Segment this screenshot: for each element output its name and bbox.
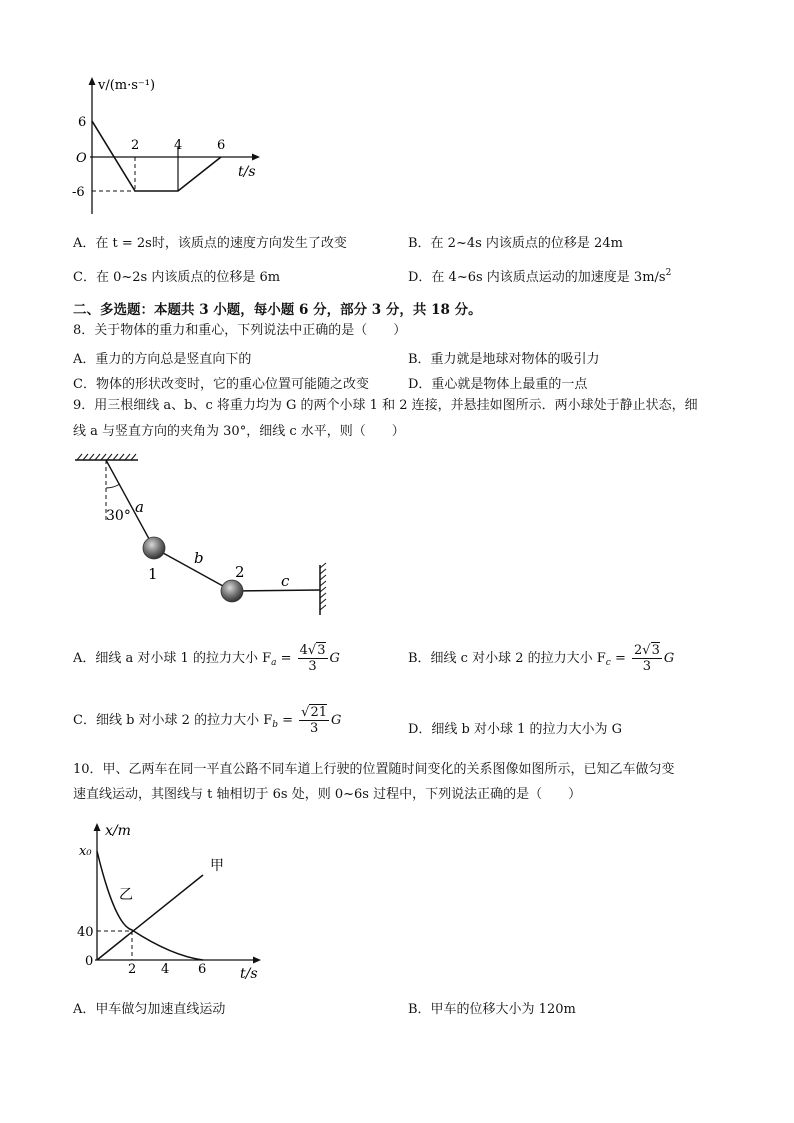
q7-option-a[interactable]: A．在 t = 2s时，该质点的速度方向发生了改变 bbox=[73, 236, 347, 251]
section-title: 二、多选题：本题共 3 小题，每小题 6 分，部分 3 分，共 18 分。 bbox=[73, 302, 482, 318]
q7-option-c[interactable]: C．在 0~2s 内该质点的位移是 6m bbox=[73, 270, 281, 285]
q8-stem: 8．关于物体的重力和重心，下列说法中正确的是（ ） bbox=[73, 323, 407, 338]
tick-x-4: 4 bbox=[174, 138, 183, 153]
q9-stem-line2: 线 a 与竖直方向的夹角为 30°，细线 c 水平，则（ ） bbox=[73, 424, 405, 439]
string-a-label: a bbox=[135, 498, 144, 516]
tick-t-2: 2 bbox=[128, 962, 137, 977]
q9-option-c[interactable]: C．细线 b 对小球 2 的拉力大小 $F_b$ = $\frac{√21}{3}$ G bbox=[73, 705, 342, 736]
ball-2 bbox=[221, 580, 243, 602]
q8-option-a[interactable]: A．重力的方向总是竖直向下的 bbox=[73, 352, 252, 367]
q9-option-d[interactable]: D．细线 b 对小球 1 的拉力大小为 G bbox=[408, 722, 623, 737]
q9-option-b[interactable]: B．细线 c 对小球 2 的拉力大小 $F_c$ = $\frac{2√3}{3}$ G bbox=[408, 643, 675, 674]
q9-stem-line1: 9．用三根细线 a、b、c 将重力均为 G 的两个小球 1 和 2 连接，并悬挂如图所示．两小球处于静止状态，细 bbox=[73, 398, 698, 413]
q10-option-b[interactable]: B．甲车的位移大小为 120m bbox=[408, 1002, 576, 1017]
hanging-balls-figure bbox=[70, 450, 340, 620]
tick-y-neg6: -6 bbox=[72, 185, 85, 200]
q9-option-a[interactable]: A．细线 a 对小球 1 的拉力大小 $F_a$ = $\frac{4√3}{3}$ G bbox=[73, 643, 340, 674]
angle-label: 30° bbox=[106, 508, 131, 524]
x0-label: x₀ bbox=[79, 844, 92, 859]
q10-stem-line1: 10．甲、乙两车在同一平直公路不同车道上行驶的位置随时间变化的关系图像如图所示，已知乙车做匀变 bbox=[73, 762, 675, 777]
ball-2-label: 2 bbox=[235, 563, 245, 581]
q8-option-d[interactable]: D．重心就是物体上最重的一点 bbox=[408, 377, 588, 392]
q8-option-c[interactable]: C．物体的形状改变时，它的重心位置可能随之改变 bbox=[73, 377, 369, 392]
line-jia bbox=[97, 875, 203, 960]
x-axis-label: x/m bbox=[105, 823, 131, 839]
t-axis-label: t/s bbox=[238, 164, 256, 180]
q10-stem-line2: 速直线运动，其图线与 t 轴相切于 6s 处，则 0~6s 过程中，下列说法正确的是（ ） bbox=[73, 787, 582, 802]
velocity-line bbox=[92, 121, 221, 191]
q10-option-a[interactable]: A．甲车做匀加速直线运动 bbox=[73, 1002, 226, 1017]
q7-option-d[interactable]: D．在 4~6s 内该质点运动的加速度是 $3m/s^2$ bbox=[408, 268, 672, 285]
tick-t-4: 4 bbox=[161, 962, 170, 977]
v-axis-label: v/(m·s⁻¹) bbox=[98, 78, 156, 93]
string-b-label: b bbox=[194, 549, 204, 567]
curve-yi bbox=[97, 851, 203, 960]
origin-label: O bbox=[76, 151, 87, 166]
tick-x-2: 2 bbox=[131, 138, 140, 153]
label-yi: 乙 bbox=[119, 887, 133, 903]
velocity-time-graph bbox=[70, 74, 270, 219]
string-c-label: c bbox=[281, 572, 290, 590]
q7-option-b[interactable]: B．在 2~4s 内该质点的位移是 24m bbox=[408, 236, 623, 251]
position-time-graph bbox=[75, 815, 275, 980]
t-axis-label-2: t/s bbox=[240, 966, 258, 980]
tick-t-6: 6 bbox=[198, 962, 207, 977]
ball-1 bbox=[143, 537, 165, 559]
label-jia: 甲 bbox=[210, 858, 224, 874]
tick-y-6: 6 bbox=[78, 115, 87, 130]
ball-1-label: 1 bbox=[148, 565, 158, 583]
q8-option-b[interactable]: B．重力就是地球对物体的吸引力 bbox=[408, 352, 600, 367]
tick-y-40: 40 bbox=[77, 925, 94, 940]
origin-zero: 0 bbox=[85, 954, 94, 969]
tick-x-6: 6 bbox=[217, 138, 226, 153]
